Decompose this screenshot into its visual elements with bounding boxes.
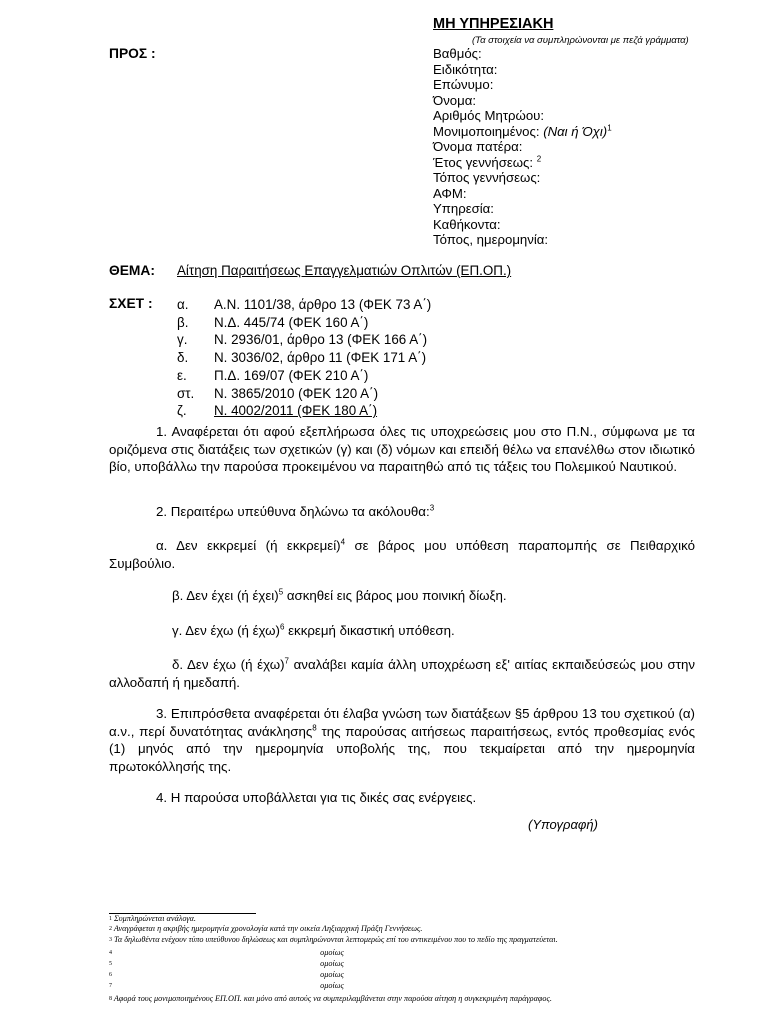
reference-item: ζ. Ν. 4002/2011 (ΦΕΚ 180 Α΄) (177, 403, 378, 419)
reference-item: α. Α.Ν. 1101/38, άρθρο 13 (ΦΕΚ 73 Α΄) (177, 297, 432, 312)
footnote-4: $^4$ ομοίως (109, 948, 344, 957)
footnote-3: $^3$ Τα δηλωθέντα ενέχουν τύπο υπεύθυνου δηλώσεως και συμπληρώνονται λεπτομερώς επί του αντικειμένου που το πεδίο της πραγματεύεται. (109, 935, 558, 944)
field-registry-number: Αριθμός Μητρώου: (433, 108, 545, 123)
reference-item: ε. Π.Δ. 169/07 (ΦΕΚ 210 Α΄) (177, 367, 369, 383)
signature-label: (Υπογραφή) (528, 817, 598, 832)
field-place-date: Τόπος, ημερομηνία: (433, 232, 549, 247)
field-surname: Επώνυμο: (433, 77, 494, 92)
field-birth-year: Έτος γεννήσεως: $^2$ (433, 154, 542, 170)
subject-label: ΘΕΜΑ: (109, 263, 155, 278)
field-specialty: Ειδικότητα: (433, 61, 498, 77)
reference-item: γ. Ν. 2936/01, άρθρο 13 (ΦΕΚ 166 Α΄) (177, 332, 428, 348)
field-birth-place: Τόπος γεννήσεως: (433, 170, 541, 185)
header-note: (Τα στοιχεία να συμπληρώνονται με πεζά γράμματα) (472, 35, 689, 46)
footnote-5: $^5$ ομοίως (109, 959, 344, 968)
footnote-6: $^6$ ομοίως (109, 970, 344, 979)
document-title: ΜΗ ΥΠΗΡΕΣΙΑΚΗ (433, 16, 554, 32)
footnote-1: $^1$ Συμπληρώνεται ανάλογα. (109, 914, 196, 923)
references-list (177, 296, 431, 420)
paragraph-4: 4. Η παρούσα υποβάλλεται για τις δικές σας ενέργειες. (156, 790, 477, 805)
footnote-7: $^7$ ομοίως (109, 981, 344, 990)
personal-fields (433, 46, 612, 248)
paragraph-3: 3. Επιπρόσθετα αναφέρεται ότι έλαβα γνώση των διατάξεων §5 άρθρου 13 του σχετικού (α) α.ν., περί δυνατότητας ανάκλησης$^8$ της παρούσας αιτήσεως παραιτήσεως, εντός προθεσμίας ενός (1) μηνός από την ημερομηνία υποβολής της, που τεκμαίρεται από την ημερομηνία πρωτοκόλλησής της. (109, 706, 695, 774)
field-name: Όνομα: (433, 92, 477, 108)
paragraph-2: 2. Περαιτέρω υπεύθυνα δηλώνω τα ακόλουθα:$^3$ (156, 503, 435, 519)
paragraph-2b: β. Δεν έχει (ή έχει)$^5$ ασκηθεί εις βάρος μου ποινική δίωξη. (172, 587, 507, 603)
reference-item: δ. Ν. 3036/02, άρθρο 11 (ΦΕΚ 171 Α΄) (177, 350, 427, 366)
paragraph-2d: δ. Δεν έχω (ή έχω)$^7$ αναλάβει καμία άλλη υποχρέωση εξ' αιτίας εκπαιδεύσεώς μου στην αλλοδαπή ή ημεδαπή. (109, 656, 695, 690)
field-permanent: Μονιμοποιημένος: (Ναι ή Όχι)$^1$ (433, 123, 612, 139)
field-service: Υπηρεσία: (433, 201, 494, 216)
paragraph-2a: α. Δεν εκκρεμεί (ή εκκρεμεί)$^4$ σε βάρος μου υπόθεση παραπομπής σε Πειθαρχικό Συμβούλιο. (109, 537, 695, 571)
reference-item: β. Ν.Δ. 445/74 (ΦΕΚ 160 Α΄) (177, 314, 369, 330)
reference-item: στ. Ν. 3865/2010 (ΦΕΚ 120 Α΄) (177, 385, 379, 401)
field-duties: Καθήκοντα: (433, 216, 501, 232)
references-label: ΣΧΕΤ : (109, 296, 153, 311)
paragraph-1: 1. Αναφέρεται ότι αφού εξεπλήρωσα όλες τις υποχρεώσεις μου στο Π.Ν., σύμφωνα με τα οριζόμενα στις διατάξεις των σχετικών (γ) και (δ) νόμων και επειδή θέλω να επανέλθω στον ιδιωτικό βίο, υποβάλλω την παρούσα προκειμένου να παραιτηθώ από τις τάξεις του Πολεμικού Ναυτικού. (109, 424, 695, 475)
to-label: ΠΡΟΣ : (109, 46, 156, 61)
field-rank: Βαθμός: (433, 46, 482, 61)
paragraph-2c: γ. Δεν έχω (ή έχω)$^6$ εκκρεμή δικαστική υπόθεση. (172, 622, 455, 638)
field-father-name: Όνομα πατέρα: (433, 139, 523, 154)
subject-text: Αίτηση Παραιτήσεως Επαγγελματιών Οπλιτών (ΕΠ.ΟΠ.) (177, 263, 512, 278)
field-tax-id: ΑΦΜ: (433, 185, 467, 201)
footnote-2: $^2$ Αναγράφεται η ακριβής ημερομηνία χρονολογία κατά την οικεία Ληξιαρχική Πράξη Γεννήσεως. (109, 924, 423, 933)
footnote-8: $^8$ Αφορά τους μονιμοποιημένους ΕΠ.ΟΠ. και μόνο από αυτούς να συμπεριλαμβάνεται στην παρούσα αίτηση η συγκεκριμένη παράγραφος. (109, 994, 552, 1003)
